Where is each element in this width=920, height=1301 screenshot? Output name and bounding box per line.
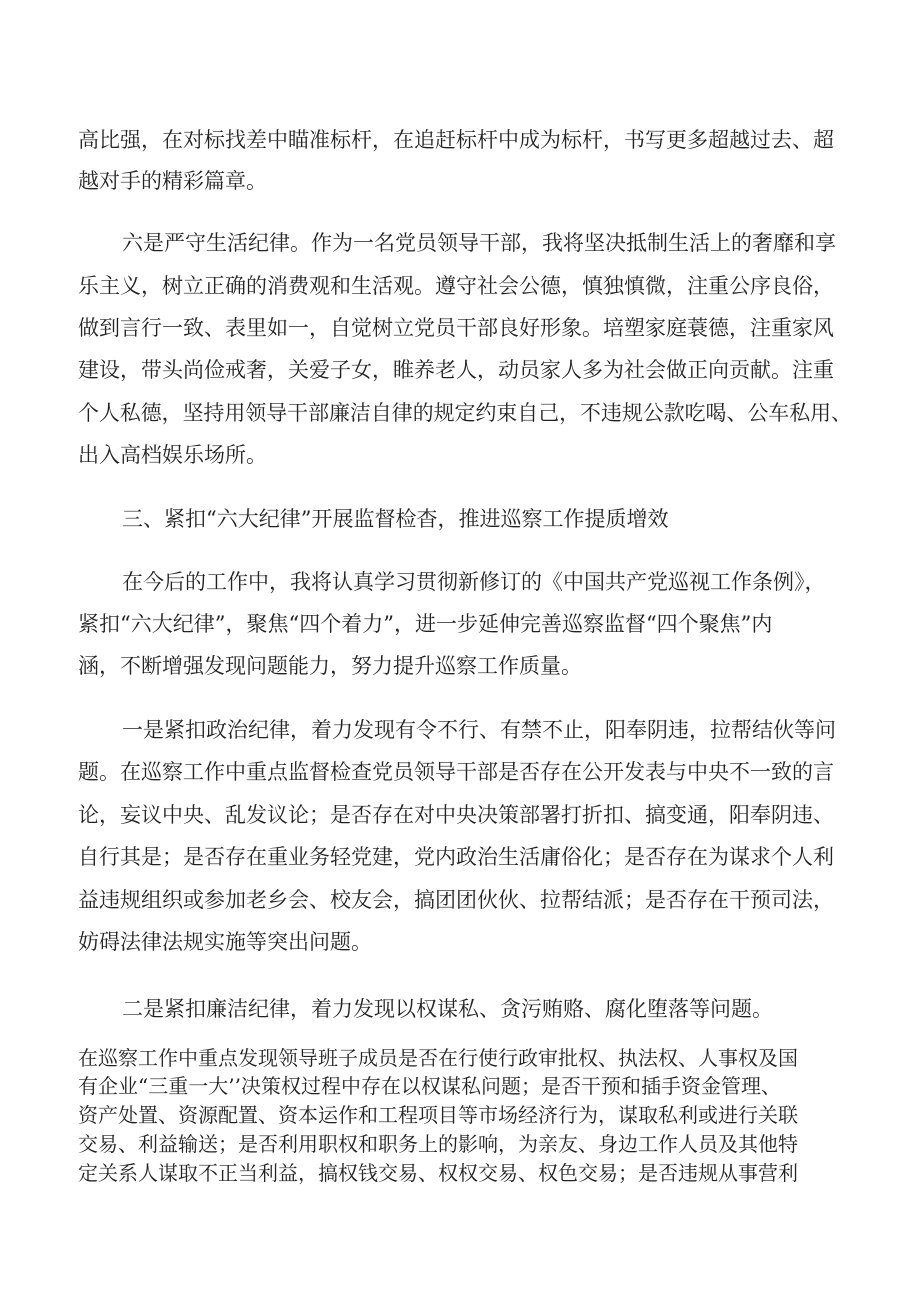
document-page: 高比强，在对标找差中瞄准标杆，在追赶标杆中成为标杆，书写更多超越过去、超 越对手的精彩篇章。 六是严守生活纪律。作为一名党员领导干部，我将坚决抵制生活上的奢靡和享 乐主义，树立正确的消费观和生活观。遵守社会公德，慎独慎微，注重公序良俗， 做到言行一致、表里如一，自觉树立党员干部良好形象。培塑家庭蓑德，注重家风 建设，带头尚俭戒奢，关爱子女，睢养老人，动员家人多为社会做正向贡献。注重 个人私德，坚持用领导干部廉洁自律的规定约束自己，不违规公款吃喝、公车私用、 出入高档娱乐场所。 三、紧扣“六大纪律”开展监督检杳，推进巡察工作提质增效 在今后的工作中，我将认真学习贯彻新修订的《中国共产党巡视工作条例》， 紧扣“六大纪律”，聚焦“四个着力”，进一步延伸完善巡察监督“四个聚焦”内 涵，不断增强发现问题能力，努力提升巡察工作质量。 一是紧扣政治纪律，着力发现有令不行、有禁不止，阳奉阴违，拉帮结伙等问 题。在巡察工作中重点监督检查党员领导干部是否存在公开发表与中央不一致的言 论，妄议中央、乱发议论；是否存在对中央决策部署打折扣、搞变通，阳奉阴违、 自行其是；是否存在重业务轻党建，党内政治生活庸俗化；是否存在为谋求个人利 益违规组织或参加老乡会、校友会，搞团团伙伙、拉帮结派；是否存在干预司法， 妨碍法律法规实施等突出问题。 二是紧扣廉洁纪律，着力发现以权谋私、贪污贿赂、腐化堕落等问题。 在巡察工作中重点发现领导班子成员是否在行使行政审批权、执法权、人事权及国 有企业“三重一大’’决策权过程中存在以权谋私问题；是否干预和插手资金管理、 资产处置、资源配置、资本运作和工程项目等市场经济行为，谋取私利或进行关联 交易、利益输送；是否利用职权和职务上的影响，为亲友、身边工作人员及其他特 定关系人谋取不正当利益，搞权钱交易、权权交易、权色交易；是否违规从事营利	[78, 128, 852, 1185]
